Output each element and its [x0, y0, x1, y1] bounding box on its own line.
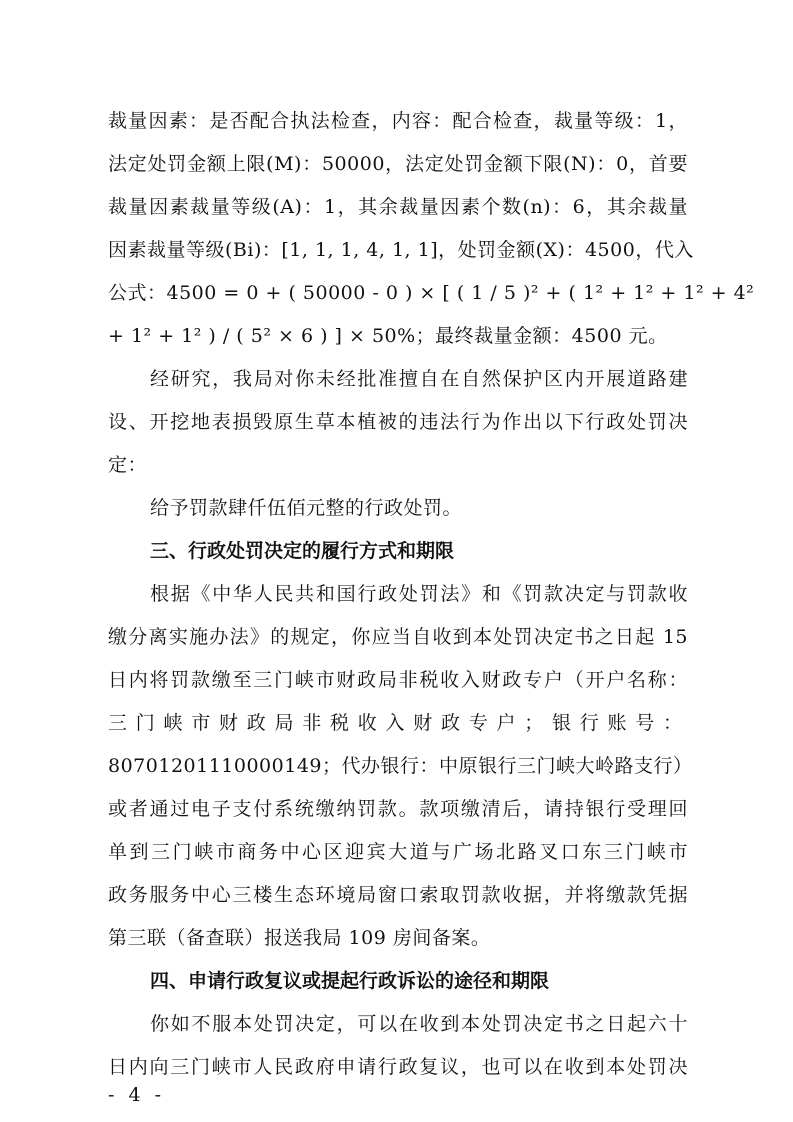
payment-paragraph-line-7: 单到三门峡市商务中心区迎宾大道与广场北路叉口东三门峡市: [108, 841, 688, 863]
payment-paragraph-line-1: 根据《中华人民共和国行政处罚法》和《罚款决定与罚款收: [150, 583, 688, 605]
formula-line-1: 公式：4500 = 0 + ( 50000 - 0 ) × [ ( 1 / 5 )² + ( 1² + 1² + 1² + 4²: [108, 282, 755, 304]
payment-paragraph-line-3: 日内将罚款缴至三门峡市财政局非税收入财政专户（开户名称：: [108, 669, 688, 691]
appeal-paragraph-line-2: 日内向三门峡市人民政府申请行政复议，也可以在收到本处罚决: [108, 1056, 688, 1078]
payment-paragraph-line-6: 或者通过电子支付系统缴纳罚款。款项缴清后，请持银行受理回: [108, 798, 688, 820]
formula-line-2: + 1² + 1² ) / ( 5² × 6 ) ] × 50%；最终裁量金额：4500 元。: [108, 325, 668, 347]
payment-paragraph-line-5: 80701201110000149；代办银行：中原银行三门峡大岭路支行）: [108, 755, 693, 777]
appeal-paragraph-line-1: 你如不服本处罚决定，可以在收到本处罚决定书之日起六十: [150, 1013, 688, 1035]
section-heading-3: 三、行政处罚决定的履行方式和期限: [150, 540, 455, 562]
decision-paragraph-line-1: 经研究，我局对你未经批准擅自在自然保护区内开展道路建: [150, 368, 688, 390]
page-number: - 4 -: [108, 1084, 166, 1106]
decision-paragraph-line-2: 设、开挖地表损毁原生草本植被的违法行为作出以下行政处罚决: [108, 411, 688, 433]
penalty-statement: 给予罚款肆仟伍佰元整的行政处罚。: [150, 497, 463, 519]
text-line-2: 法定处罚金额上限(M)：50000，法定处罚金额下限(N)：0，首要: [108, 153, 688, 175]
text-line-3: 裁量因素裁量等级(A)：1，其余裁量因素个数(n)：6，其余裁量: [108, 196, 688, 218]
decision-paragraph-line-3: 定：: [108, 454, 148, 476]
payment-paragraph-line-8: 政务服务中心三楼生态环境局窗口索取罚款收据，并将缴款凭据: [108, 884, 688, 906]
text-line-4: 因素裁量等级(Bi)：[1, 1, 1, 4, 1, 1]，处罚金额(X)：4500，代入: [108, 239, 694, 261]
text-line-1: 裁量因素：是否配合执法检查，内容：配合检查，裁量等级：1，: [108, 110, 688, 132]
payment-paragraph-line-9: 第三联（备查联）报送我局 109 房间备案。: [108, 927, 491, 949]
section-heading-4: 四、申请行政复议或提起行政诉讼的途径和期限: [150, 970, 550, 992]
payment-paragraph-line-2: 缴分离实施办法》的规定，你应当自收到本处罚决定书之日起 15: [108, 626, 688, 648]
payment-paragraph-line-4: 三门峡市财政局非税收入财政专户；银行账号：: [108, 712, 688, 734]
